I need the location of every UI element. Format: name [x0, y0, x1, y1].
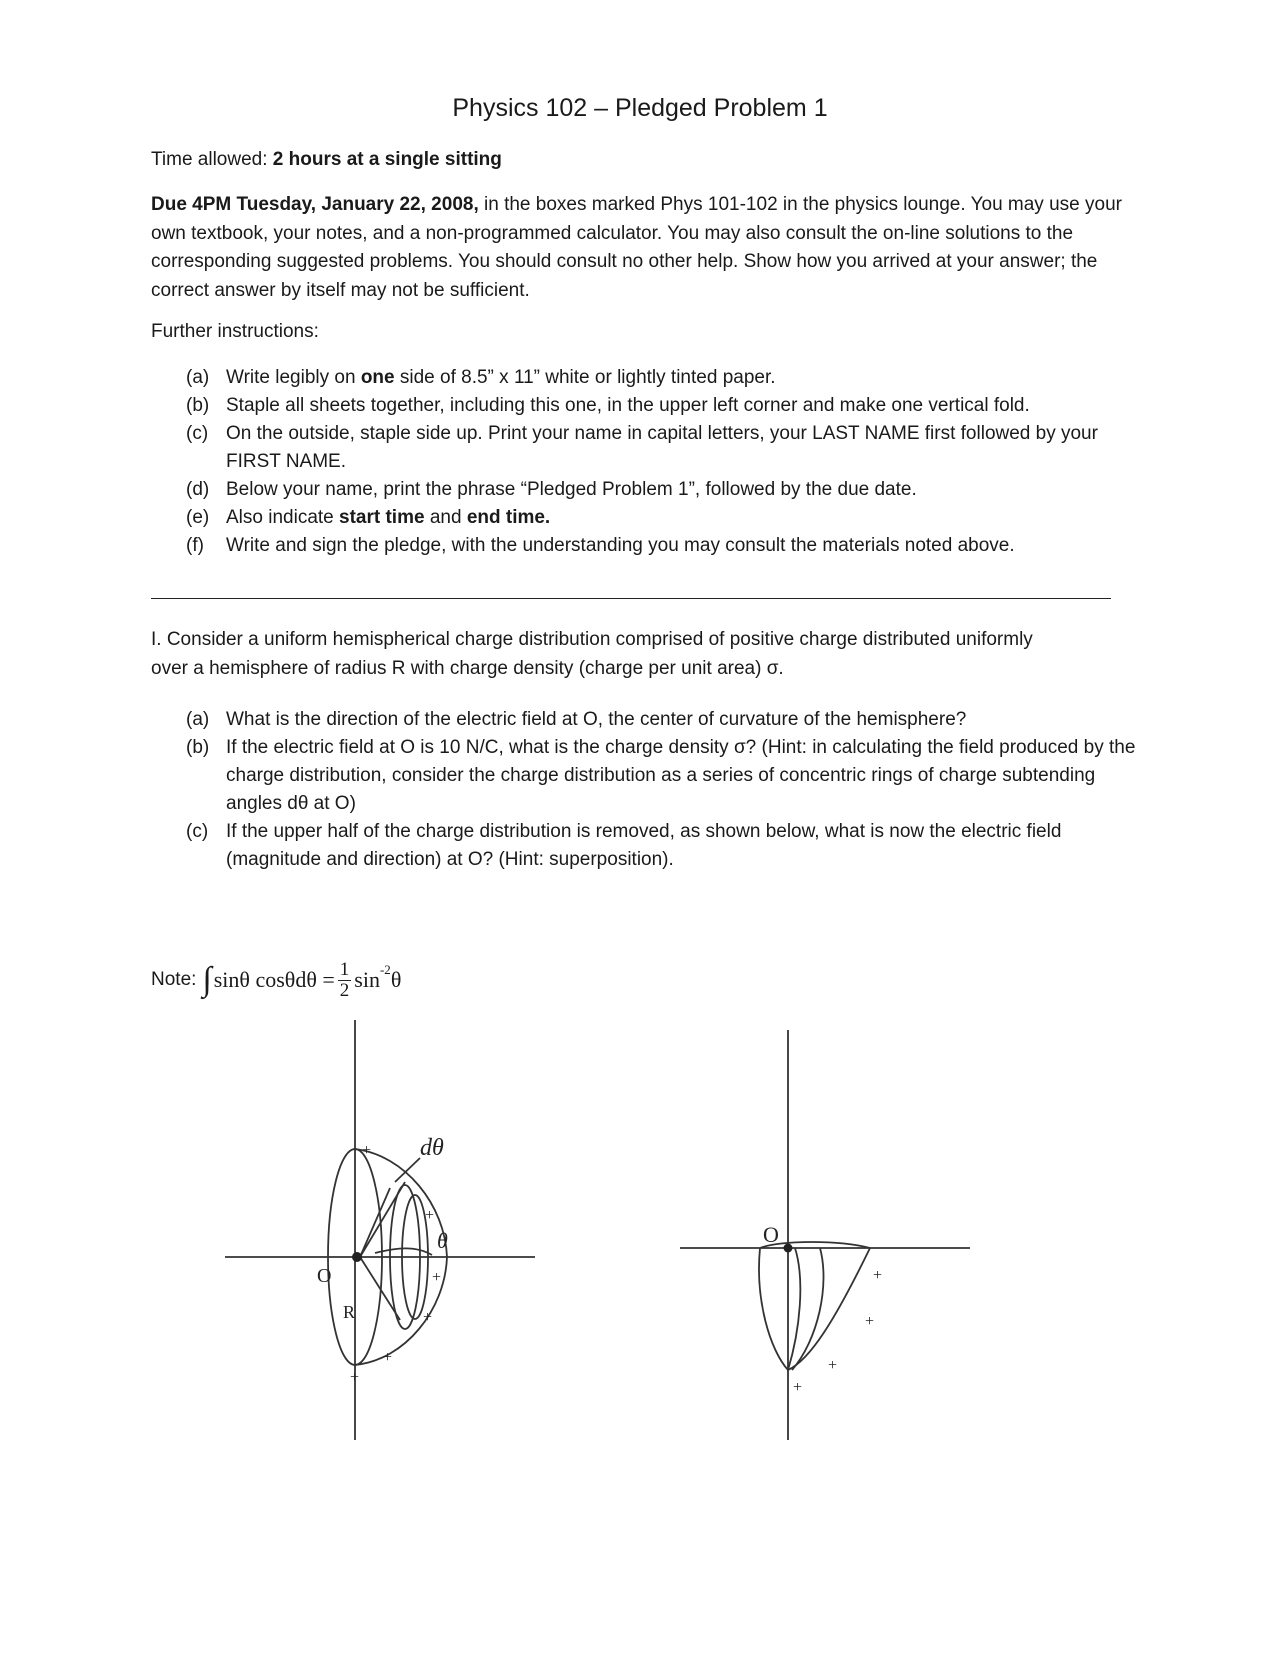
charge-sign: + — [350, 1369, 360, 1386]
charge-sign: + — [362, 1142, 372, 1159]
charge-sign: + — [873, 1267, 883, 1284]
item-label: (b) — [186, 395, 210, 416]
exponent: -2 — [379, 962, 391, 977]
fraction — [338, 960, 352, 1001]
integral-sign: ∫ — [202, 961, 212, 998]
integrand: sinθ cosθdθ = — [213, 967, 335, 992]
charge-sign: + — [865, 1313, 875, 1330]
item-label: (d) — [186, 479, 210, 500]
list-item — [186, 532, 1146, 560]
item-label: (f) — [186, 535, 204, 556]
rhs-variable: θ — [390, 967, 402, 992]
item-emphasis: start time — [339, 507, 425, 528]
quarter-sphere-figure — [660, 1030, 990, 1440]
charge-sign: + — [432, 1269, 442, 1286]
dtheta-pointer — [395, 1158, 420, 1182]
item-text: Also indicate — [226, 507, 340, 528]
theta-label: θ — [437, 1228, 448, 1253]
origin-label: O — [763, 1222, 779, 1247]
list-item — [186, 504, 1146, 532]
item-label: (a) — [186, 709, 210, 730]
note-formula — [151, 950, 401, 1010]
hemisphere-figure — [200, 1020, 560, 1440]
charge-sign: + — [383, 1349, 393, 1366]
item-text: What is the direction of the electric field at O, the center of curvature of the hemisphere? — [226, 709, 967, 730]
item-text: Staple all sheets together, including this one, in the upper left corner and make one vertical fold. — [226, 395, 1030, 416]
page-title: Physics 102 – Pledged Problem 1 — [452, 94, 828, 122]
list-item — [186, 706, 1146, 734]
origin-point — [352, 1252, 362, 1262]
item-text: Below your name, print the phrase “Pledged Problem 1”, followed by the due date. — [226, 479, 917, 500]
time-allowed — [151, 146, 1131, 175]
further-instructions-heading: Further instructions: — [151, 321, 319, 342]
due-date: Due 4PM Tuesday, January 22, 2008, — [151, 194, 479, 215]
due-paragraph — [151, 191, 1131, 305]
note-label: Note: — [151, 969, 197, 990]
list-item — [186, 392, 1146, 420]
item-label: (c) — [186, 423, 209, 444]
problem-intro: I. Consider a uniform hemispherical charge distribution comprised of positive charge distributed uniformly over a hemisphere of radius R with charge density (charge per unit area) σ. — [151, 629, 1033, 679]
item-label: (e) — [186, 507, 210, 528]
item-text: Write and sign the pledge, with the understanding you may consult the materials noted above. — [226, 535, 1015, 556]
divider-line — [151, 598, 1111, 599]
list-item — [186, 364, 1146, 392]
item-label: (b) — [186, 737, 210, 758]
charge-sign: + — [423, 1309, 433, 1326]
theta-arc — [375, 1248, 432, 1255]
item-text: and — [424, 507, 467, 528]
quarter-sphere-inner — [792, 1248, 824, 1370]
list-item — [186, 734, 1146, 818]
time-allowed-value: 2 hours at a single sitting — [272, 149, 502, 170]
item-text: side of 8.5” x 11” white or lightly tinted paper. — [394, 367, 776, 388]
item-label: (c) — [186, 821, 209, 842]
radius-line — [360, 1257, 400, 1320]
origin-point — [784, 1244, 793, 1253]
rhs-function: sin — [354, 967, 380, 992]
charge-sign: + — [828, 1357, 838, 1374]
charge-sign: + — [793, 1379, 803, 1396]
origin-label: O — [317, 1265, 332, 1287]
due-text: in the boxes marked Phys 101-102 in the physics lounge. You may use your own textbook, your notes, and a non-programmed calculator. You may also consult the on-line solutions to the corresponding suggested problems. You should consult no other help. Show how you arrived at your answer; the correct answer by itself may not be sufficient. — [151, 194, 1122, 301]
problem-parts-list — [186, 706, 1146, 874]
list-item — [186, 420, 1146, 476]
radius-label: R — [343, 1302, 356, 1322]
item-emphasis: one — [360, 367, 395, 388]
item-text: On the outside, staple side up. Print your name in capital letters, your LAST NAME first followed by your FIRST NAME. — [226, 423, 1098, 472]
radius-line — [360, 1188, 390, 1257]
item-text: If the electric field at O is 10 N/C, what is the charge density σ? (Hint: in calculating the field produced by the charge distribution, consider the charge distribution as a series of concentric rings of charge subtending angles dθ at O) — [226, 737, 1136, 814]
numerator: 1 — [339, 958, 350, 980]
item-label: (a) — [186, 367, 210, 388]
dtheta-label: dθ — [420, 1135, 444, 1161]
item-emphasis: end time. — [466, 507, 551, 528]
quarter-sphere-outline — [759, 1248, 870, 1370]
charge-sign: + — [425, 1207, 435, 1224]
item-text: Write legibly on — [226, 367, 361, 388]
integral-formula — [202, 960, 401, 1001]
denominator: 2 — [339, 979, 350, 1001]
item-text: If the upper half of the charge distribution is removed, as shown below, what is now the electric field (magnitude and direction) at O? (Hint: superposition). — [226, 821, 1062, 870]
time-allowed-label: Time allowed: — [151, 149, 268, 170]
quarter-sphere-rim — [788, 1248, 800, 1370]
instructions-list — [186, 364, 1146, 560]
list-item — [186, 476, 1146, 504]
list-item — [186, 818, 1146, 874]
